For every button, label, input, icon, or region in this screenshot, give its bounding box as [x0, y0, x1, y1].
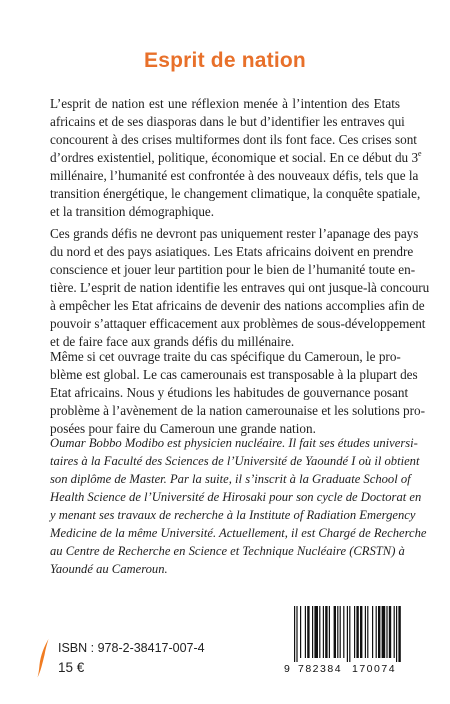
- text-line: son diplôme de Master. Par la suite, il s’inscrit à la Graduate School of: [50, 472, 411, 486]
- text-line: Ces grands défis ne devront pas uniquement rester l’apanage des pays: [50, 226, 419, 241]
- text-line-main: d’ordres existentiel, politique, économique et social. En ce début du 3: [50, 150, 419, 165]
- text-line: Oumar Bobbo Modibo est physicien nucléaire. Il fait ses études universi-: [50, 436, 418, 450]
- barcode-right-digits: 170074: [352, 663, 397, 675]
- superscript-e: e: [418, 149, 422, 158]
- text-line: Etat africains. Nous y étudions les habitudes de gouvernance posant: [50, 385, 409, 400]
- publisher-logo-icon: [36, 638, 50, 678]
- text-line: et la transition démographique.: [50, 204, 215, 219]
- text-line: Yaoundé au Cameroun.: [50, 562, 168, 576]
- text-line: L’esprit de nation est une réflexion menée à l’intention des Etats: [50, 96, 400, 111]
- text-line: posées pour faire du Cameroun une grande nation.: [50, 421, 316, 436]
- text-line: transition énergétique, le changement climatique, la conquête spatiale,: [50, 186, 421, 201]
- text-line: millénaire, l’humanité est confrontée à des nouveaux défis, tels que la: [50, 168, 419, 183]
- text-line: [50, 149, 422, 167]
- text-line: Medicine de la même Université. Actuellement, il est Chargé de Recherche: [50, 526, 427, 540]
- text-line: et de faire face aux grands défis du millénaire.: [50, 334, 295, 349]
- text-line: y menant ses travaux de recherche à la Institute of Radiation Emergency: [50, 508, 416, 522]
- text-line: conscience et jouer leur partition pour le bien de l’humanité toute en-: [50, 262, 416, 277]
- barcode-left-digits: 782384: [298, 663, 343, 675]
- text-line: Même si cet ouvrage traite du cas spécifique du Cameroun, le pro-: [50, 349, 401, 364]
- text-line: Health Science de l’Université de Hirosaki pour son cycle de Doctorat en: [50, 490, 422, 504]
- text-line: du nord et des pays asiatiques. Les Etats africains doivent en prendre: [50, 244, 414, 259]
- text-line: au Centre de Recherche en Science et Technique Nucléaire (CRSTN) à: [50, 544, 405, 558]
- text-line: tière. L’esprit de nation identifie les entraves qui ont jusque-là concouru: [50, 280, 430, 295]
- author-bio: [50, 434, 427, 578]
- text-line: blème est global. Le cas camerounais est transposable à la plupart des: [50, 367, 418, 382]
- text-line: problème à l’avènement de la nation camerounaise et les solutions pro-: [50, 403, 425, 418]
- isbn-label: ISBN : 978-2-38417-007-4: [58, 641, 205, 655]
- barcode-first-digit: 9: [284, 663, 290, 675]
- text-line: taires à la Faculté des Sciences de l’Université de Yaoundé I où il obtient: [50, 454, 420, 468]
- text-line: à empêcher les Etat africains de devenir des nations accomplies afin de: [50, 298, 425, 313]
- book-title: Esprit de nation: [144, 49, 306, 72]
- price-label: 15 €: [58, 660, 85, 675]
- paragraph-intro: [50, 95, 422, 221]
- text-line: africains et de ses diasporas dans le but d’identifier les entraves qui: [50, 114, 405, 129]
- paragraph-challenges: [50, 225, 430, 351]
- paragraph-cameroon: [50, 348, 425, 438]
- text-line: concourent à des crises multiformes dont ils font face. Ces crises sont: [50, 132, 417, 147]
- ean-barcode: [284, 606, 414, 678]
- text-line: pouvoir s’attaquer efficacement aux problèmes de sous-développement: [50, 316, 426, 331]
- barcode-bars: [294, 606, 402, 662]
